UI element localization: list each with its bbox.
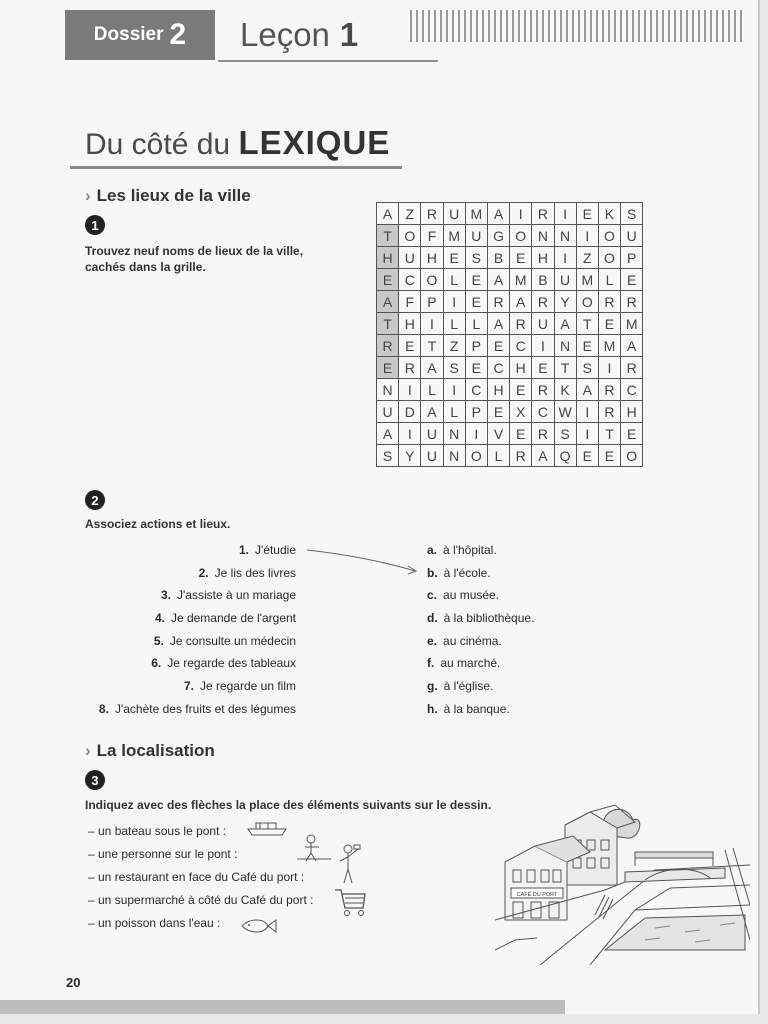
grid-cell: A [576, 379, 598, 401]
place-item-text: au cinéma. [443, 633, 502, 648]
action-item-number: 4. [154, 611, 165, 626]
grid-cell: Z [443, 335, 465, 357]
grid-cell: R [487, 291, 509, 313]
grid-cell: R [421, 203, 443, 225]
action-item-number: 5. [153, 633, 164, 648]
grid-cell: I [510, 203, 532, 225]
grid-cell: A [554, 313, 576, 335]
grid-cell: P [421, 291, 443, 313]
dossier-label: Dossier [93, 24, 164, 45]
section-title-bold: LEXIQUE [238, 124, 391, 161]
grid-cell: I [554, 247, 576, 269]
grid-cell: L [598, 269, 620, 291]
grid-cell: O [421, 269, 443, 291]
grid-cell: B [487, 247, 509, 269]
section-title-prefix: Du côté du [85, 128, 231, 161]
grid-cell: E [576, 203, 598, 225]
place-item-text: au musée. [443, 588, 500, 603]
action-item-number: 7. [183, 679, 194, 694]
grid-cell: R [510, 445, 532, 467]
grid-cell: I [399, 379, 421, 401]
place-item-text: au marché. [440, 656, 501, 671]
place-item-number: g. [427, 679, 438, 694]
grid-cell: E [576, 445, 598, 467]
grid-cell: N [443, 423, 465, 445]
grid-cell: E [532, 357, 554, 379]
subheading-localisation-text: La localisation [96, 741, 215, 760]
grid-cell: I [576, 401, 598, 423]
grid-cell: P [465, 335, 487, 357]
action-item-text: Je consulte un médecin [169, 633, 296, 648]
grid-cell: U [399, 247, 421, 269]
grid-cell: H [377, 247, 399, 269]
grid-cell: A [510, 291, 532, 313]
action-item [99, 654, 296, 677]
grid-cell: M [443, 225, 465, 247]
chevron-right-icon: › [85, 741, 91, 760]
grid-cell: C [510, 335, 532, 357]
places-list [427, 541, 534, 723]
grid-cell: H [399, 313, 421, 335]
place-item [427, 564, 534, 587]
action-item-number: 8. [98, 701, 109, 716]
grid-cell: O [510, 225, 532, 247]
grid-cell: E [487, 401, 509, 423]
section-divider [70, 166, 402, 169]
action-item-number: 3. [160, 588, 171, 603]
grid-cell: R [510, 313, 532, 335]
grid-cell: L [421, 379, 443, 401]
grid-cell: R [621, 357, 643, 379]
place-item-text: à l'église. [443, 679, 494, 694]
grid-cell: G [487, 225, 509, 247]
action-item [99, 677, 296, 700]
grid-cell: V [487, 423, 509, 445]
grid-cell: K [554, 379, 576, 401]
grid-cell: M [510, 269, 532, 291]
grid-cell: N [377, 379, 399, 401]
grid-cell: T [421, 335, 443, 357]
action-item-text: J'assiste à un mariage [176, 588, 296, 603]
action-item-text: Je regarde des tableaux [167, 656, 296, 671]
grid-row [377, 335, 643, 357]
grid-cell: U [465, 225, 487, 247]
grid-cell: S [554, 423, 576, 445]
bottom-bar-decoration [0, 1000, 565, 1014]
grid-row [377, 357, 643, 379]
grid-cell: T [598, 423, 620, 445]
grid-cell: E [377, 269, 399, 291]
grid-row [377, 269, 643, 291]
grid-cell: C [399, 269, 421, 291]
grid-cell: K [598, 203, 620, 225]
grid-cell: N [554, 335, 576, 357]
grid-cell: S [621, 203, 643, 225]
exercise-3-instruction: Indiquez avec des flèches la place des éléments suivants sur le dessin. [85, 798, 492, 812]
grid-cell: C [487, 357, 509, 379]
grid-row [377, 401, 643, 423]
grid-cell: M [576, 269, 598, 291]
grid-cell: A [532, 445, 554, 467]
section-title [85, 124, 390, 162]
action-item-text: J'achète des fruits et des légumes [114, 701, 296, 716]
action-item-number: 2. [198, 565, 209, 580]
grid-cell: E [510, 379, 532, 401]
grid-row [377, 445, 643, 467]
grid-cell: N [532, 225, 554, 247]
place-item-number: e. [427, 633, 438, 648]
grid-cell: X [510, 401, 532, 423]
actions-list [99, 541, 296, 723]
shopping-cart-icon [333, 886, 367, 918]
grid-cell: H [510, 357, 532, 379]
subheading-lieux-text: Les lieux de la ville [96, 186, 251, 205]
place-item-text: à l'école. [443, 565, 491, 580]
grid-cell: R [532, 291, 554, 313]
chevron-right-icon: › [85, 186, 91, 205]
grid-cell: E [487, 335, 509, 357]
grid-cell: N [554, 225, 576, 247]
grid-cell: I [576, 225, 598, 247]
grid-cell: S [465, 247, 487, 269]
place-item [427, 654, 534, 677]
grid-cell: P [465, 401, 487, 423]
place-item [427, 609, 534, 632]
place-item-number: h. [427, 701, 438, 716]
action-item-number: 6. [151, 656, 162, 671]
grid-cell: S [377, 445, 399, 467]
grid-cell: I [532, 335, 554, 357]
grid-cell: O [465, 445, 487, 467]
grid-cell: A [377, 423, 399, 445]
grid-cell: O [399, 225, 421, 247]
grid-cell: U [421, 423, 443, 445]
grid-cell: E [465, 291, 487, 313]
grid-cell: A [487, 269, 509, 291]
grid-cell: U [532, 313, 554, 335]
grid-cell: F [421, 225, 443, 247]
lecon-label: Leçon [240, 16, 330, 53]
exercise-2-instruction: Associez actions et lieux. [85, 517, 231, 531]
grid-cell: M [465, 203, 487, 225]
action-item-number: 1. [238, 543, 249, 557]
grid-cell: E [598, 313, 620, 335]
action-item-text: Je lis des livres [214, 565, 296, 580]
place-item [427, 677, 534, 700]
grid-cell: R [598, 401, 620, 423]
cafe-sign: CAFÉ DU PORT [516, 892, 558, 898]
grid-row [377, 291, 643, 313]
grid-cell: P [621, 247, 643, 269]
grid-cell: Y [554, 291, 576, 313]
action-item [99, 586, 296, 609]
grid-row [377, 313, 643, 335]
grid-cell: D [399, 401, 421, 423]
word-search-grid [376, 202, 643, 467]
boat-icon [246, 819, 290, 837]
grid-cell: U [421, 445, 443, 467]
grid-cell: L [443, 269, 465, 291]
example-arrow [305, 546, 420, 576]
grid-cell: L [487, 445, 509, 467]
grid-cell: T [554, 357, 576, 379]
localisation-item: – une personne sur le pont : [88, 847, 238, 861]
grid-cell: T [576, 313, 598, 335]
grid-cell: R [532, 423, 554, 445]
action-item [99, 541, 296, 564]
place-item-text: à la banque. [443, 701, 510, 716]
grid-cell: E [510, 247, 532, 269]
grid-cell: E [399, 335, 421, 357]
grid-cell: A [421, 357, 443, 379]
page-number: 20 [66, 975, 81, 990]
grid-cell: I [598, 357, 620, 379]
grid-cell: C [532, 401, 554, 423]
grid-cell: Z [399, 203, 421, 225]
grid-cell: I [443, 379, 465, 401]
grid-cell: L [443, 313, 465, 335]
grid-cell: I [465, 423, 487, 445]
place-item-number: a. [427, 543, 438, 557]
action-item [99, 564, 296, 587]
grid-cell: I [443, 291, 465, 313]
grid-cell: I [554, 203, 576, 225]
grid-cell: Y [399, 445, 421, 467]
grid-cell: E [598, 445, 620, 467]
grid-cell: A [487, 203, 509, 225]
place-item [427, 632, 534, 655]
grid-cell: S [576, 357, 598, 379]
grid-cell: E [377, 357, 399, 379]
grid-cell: R [621, 291, 643, 313]
grid-cell: H [532, 247, 554, 269]
grid-cell: A [421, 401, 443, 423]
place-item [427, 586, 534, 609]
grid-cell: R [532, 203, 554, 225]
place-item [427, 700, 534, 723]
grid-cell: W [554, 401, 576, 423]
place-item-number: f. [427, 656, 435, 671]
grid-cell: M [598, 335, 620, 357]
grid-cell: L [443, 401, 465, 423]
grid-cell: H [421, 247, 443, 269]
harbour-illustration [495, 800, 750, 965]
action-item-text: Je regarde un film [199, 679, 296, 694]
grid-cell: T [377, 313, 399, 335]
action-item-text: Je demande de l'argent [170, 611, 296, 626]
action-item [99, 700, 296, 723]
grid-row [377, 203, 643, 225]
grid-cell: N [443, 445, 465, 467]
grid-cell: U [443, 203, 465, 225]
grid-cell: O [621, 445, 643, 467]
waiter-icon [336, 843, 362, 885]
grid-cell: E [576, 335, 598, 357]
place-item [427, 541, 534, 564]
grid-cell: I [399, 423, 421, 445]
grid-cell: A [487, 313, 509, 335]
exercise-number-badge: 1 [85, 215, 105, 235]
grid-cell: M [621, 313, 643, 335]
person-icon [297, 833, 331, 863]
grid-cell: R [532, 379, 554, 401]
localisation-items [88, 822, 313, 937]
grid-cell: O [576, 291, 598, 313]
grid-cell: R [377, 335, 399, 357]
dossier-number: 2 [169, 18, 187, 51]
grid-row [377, 423, 643, 445]
grid-cell: E [443, 247, 465, 269]
grid-cell: E [621, 423, 643, 445]
grid-cell: E [621, 269, 643, 291]
grid-cell: R [598, 291, 620, 313]
place-item-number: d. [427, 611, 438, 626]
fish-icon [238, 917, 278, 935]
localisation-item: – un restaurant en face du Café du port : [88, 870, 305, 884]
instruction-line: Trouvez neuf noms de lieux de la ville, [85, 244, 304, 258]
localisation-item: – un bateau sous le pont : [88, 824, 227, 838]
grid-row [377, 247, 643, 269]
grid-cell: S [443, 357, 465, 379]
grid-cell: U [377, 401, 399, 423]
instruction-line: cachés dans la grille. [85, 260, 206, 274]
action-item [99, 632, 296, 655]
exercise-1-instruction [85, 243, 303, 275]
grid-cell: I [576, 423, 598, 445]
subheading-localisation [85, 741, 215, 761]
grid-row [377, 225, 643, 247]
grid-cell: A [621, 335, 643, 357]
grid-cell: E [465, 269, 487, 291]
localisation-item: – un supermarché à côté du Café du port : [88, 893, 314, 907]
grid-cell: R [399, 357, 421, 379]
grid-cell: C [465, 379, 487, 401]
grid-cell: H [621, 401, 643, 423]
grid-cell: O [598, 225, 620, 247]
dossier-tab [65, 10, 215, 60]
exercise-number-badge: 3 [85, 770, 105, 790]
grid-cell: F [399, 291, 421, 313]
localisation-item: – un poisson dans l'eau : [88, 916, 221, 930]
grid-cell: O [598, 247, 620, 269]
grid-cell: L [465, 313, 487, 335]
grid-cell: T [377, 225, 399, 247]
place-item-text: à la bibliothèque. [443, 611, 535, 626]
grid-cell: U [621, 225, 643, 247]
grid-cell: E [510, 423, 532, 445]
grid-cell: A [377, 291, 399, 313]
grid-cell: R [598, 379, 620, 401]
action-item [99, 609, 296, 632]
place-item-text: à l'hôpital. [443, 543, 497, 557]
header-stripe-decoration [410, 10, 745, 42]
subheading-lieux [85, 186, 251, 206]
grid-cell: H [487, 379, 509, 401]
grid-cell: C [621, 379, 643, 401]
grid-cell: B [532, 269, 554, 291]
grid-cell: Z [576, 247, 598, 269]
grid-cell: A [377, 203, 399, 225]
action-item-text: J'étudie [255, 543, 296, 557]
grid-cell: U [554, 269, 576, 291]
grid-cell: I [421, 313, 443, 335]
lecon-number: 1 [339, 16, 359, 53]
grid-cell: E [465, 357, 487, 379]
place-item-number: b. [427, 565, 438, 580]
exercise-number-badge: 2 [85, 490, 105, 510]
place-item-number: c. [427, 588, 438, 603]
grid-cell: Q [554, 445, 576, 467]
lecon-tab [218, 10, 430, 60]
grid-row [377, 379, 643, 401]
